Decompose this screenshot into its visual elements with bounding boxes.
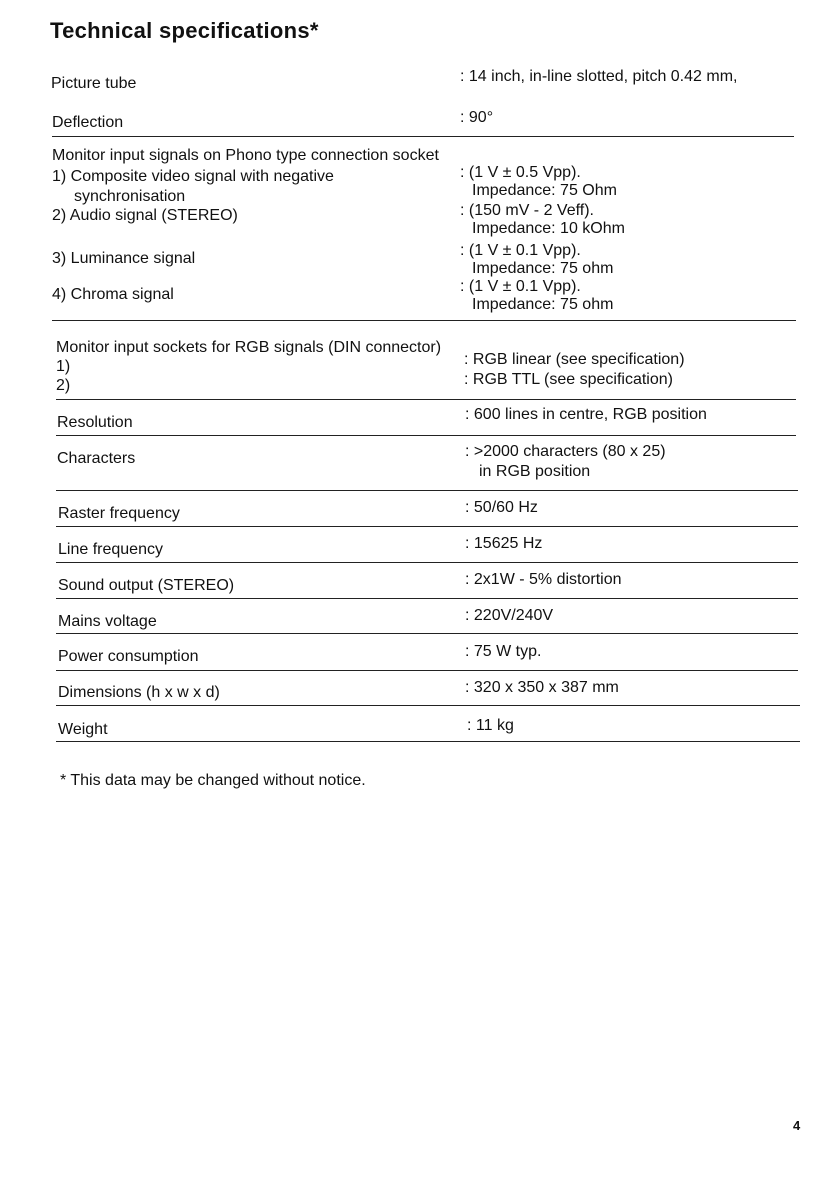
- picture-tube-label: Picture tube: [51, 75, 137, 92]
- input-1-impedance: Impedance: 75 Ohm: [472, 182, 617, 199]
- resolution-value: : 600 lines in centre, RGB position: [465, 406, 707, 423]
- rgb-2-label: 2): [56, 377, 71, 394]
- sound-output-value: : 2x1W - 5% distortion: [465, 571, 622, 588]
- input-2-impedance: Impedance: 10 kOhm: [472, 220, 625, 237]
- page-title: Technical specifications*: [50, 18, 319, 43]
- weight-label: Weight: [58, 721, 108, 738]
- dimensions-label: Dimensions (h x w x d): [58, 684, 220, 701]
- input-4-value: : (1 V ± 0.1 Vpp).: [460, 278, 581, 295]
- resolution-label: Resolution: [57, 414, 133, 431]
- divider: [56, 490, 798, 491]
- input-1-value: : (1 V ± 0.5 Vpp).: [460, 164, 581, 181]
- divider: [56, 399, 796, 400]
- divider: [52, 136, 794, 137]
- input-4-label: 4) Chroma signal: [52, 286, 174, 303]
- rgb-inputs-heading: Monitor input sockets for RGB signals (DIN connector): [56, 339, 442, 356]
- line-frequency-value: : 15625 Hz: [465, 535, 543, 552]
- mains-voltage-value: : 220V/240V: [465, 607, 554, 624]
- picture-tube-value: : 14 inch, in-line slotted, pitch 0.42 mm,: [460, 68, 738, 85]
- power-consumption-value: : 75 W typ.: [465, 643, 542, 660]
- input-1-label-cont: synchronisation: [74, 188, 186, 205]
- footnote: * This data may be changed without notice.: [60, 772, 366, 789]
- input-2-label: 2) Audio signal (STEREO): [52, 207, 238, 224]
- divider: [56, 633, 798, 634]
- sound-output-label: Sound output (STEREO): [58, 577, 235, 594]
- divider: [56, 526, 798, 527]
- input-3-impedance: Impedance: 75 ohm: [472, 260, 614, 277]
- deflection-label: Deflection: [52, 114, 124, 131]
- input-3-label: 3) Luminance signal: [52, 250, 196, 267]
- divider: [56, 598, 798, 599]
- dimensions-value: : 320 x 350 x 387 mm: [465, 679, 619, 696]
- characters-value-cont: in RGB position: [479, 463, 591, 480]
- input-3-value: : (1 V ± 0.1 Vpp).: [460, 242, 581, 259]
- divider: [56, 741, 800, 742]
- page-number: 4: [793, 1118, 801, 1133]
- input-1-label: 1) Composite video signal with negative: [52, 168, 334, 185]
- divider: [56, 705, 800, 706]
- divider: [56, 435, 796, 436]
- raster-frequency-label: Raster frequency: [58, 505, 180, 522]
- rgb-1-value: : RGB linear (see specification): [464, 351, 685, 368]
- divider: [56, 670, 798, 671]
- divider: [52, 320, 796, 321]
- raster-frequency-value: : 50/60 Hz: [465, 499, 538, 516]
- input-2-value: : (150 mV - 2 Veff).: [460, 202, 594, 219]
- characters-value: : >2000 characters (80 x 25): [465, 443, 666, 460]
- rgb-2-value: : RGB TTL (see specification): [464, 371, 673, 388]
- line-frequency-label: Line frequency: [58, 541, 163, 558]
- input-4-impedance: Impedance: 75 ohm: [472, 296, 614, 313]
- monitor-inputs-heading: Monitor input signals on Phono type connection socket: [52, 147, 439, 164]
- divider: [56, 562, 798, 563]
- weight-value: : 11 kg: [467, 717, 514, 734]
- mains-voltage-label: Mains voltage: [58, 613, 157, 630]
- deflection-value: : 90°: [460, 109, 494, 126]
- power-consumption-label: Power consumption: [58, 648, 199, 665]
- rgb-1-label: 1): [56, 358, 71, 375]
- characters-label: Characters: [57, 450, 136, 467]
